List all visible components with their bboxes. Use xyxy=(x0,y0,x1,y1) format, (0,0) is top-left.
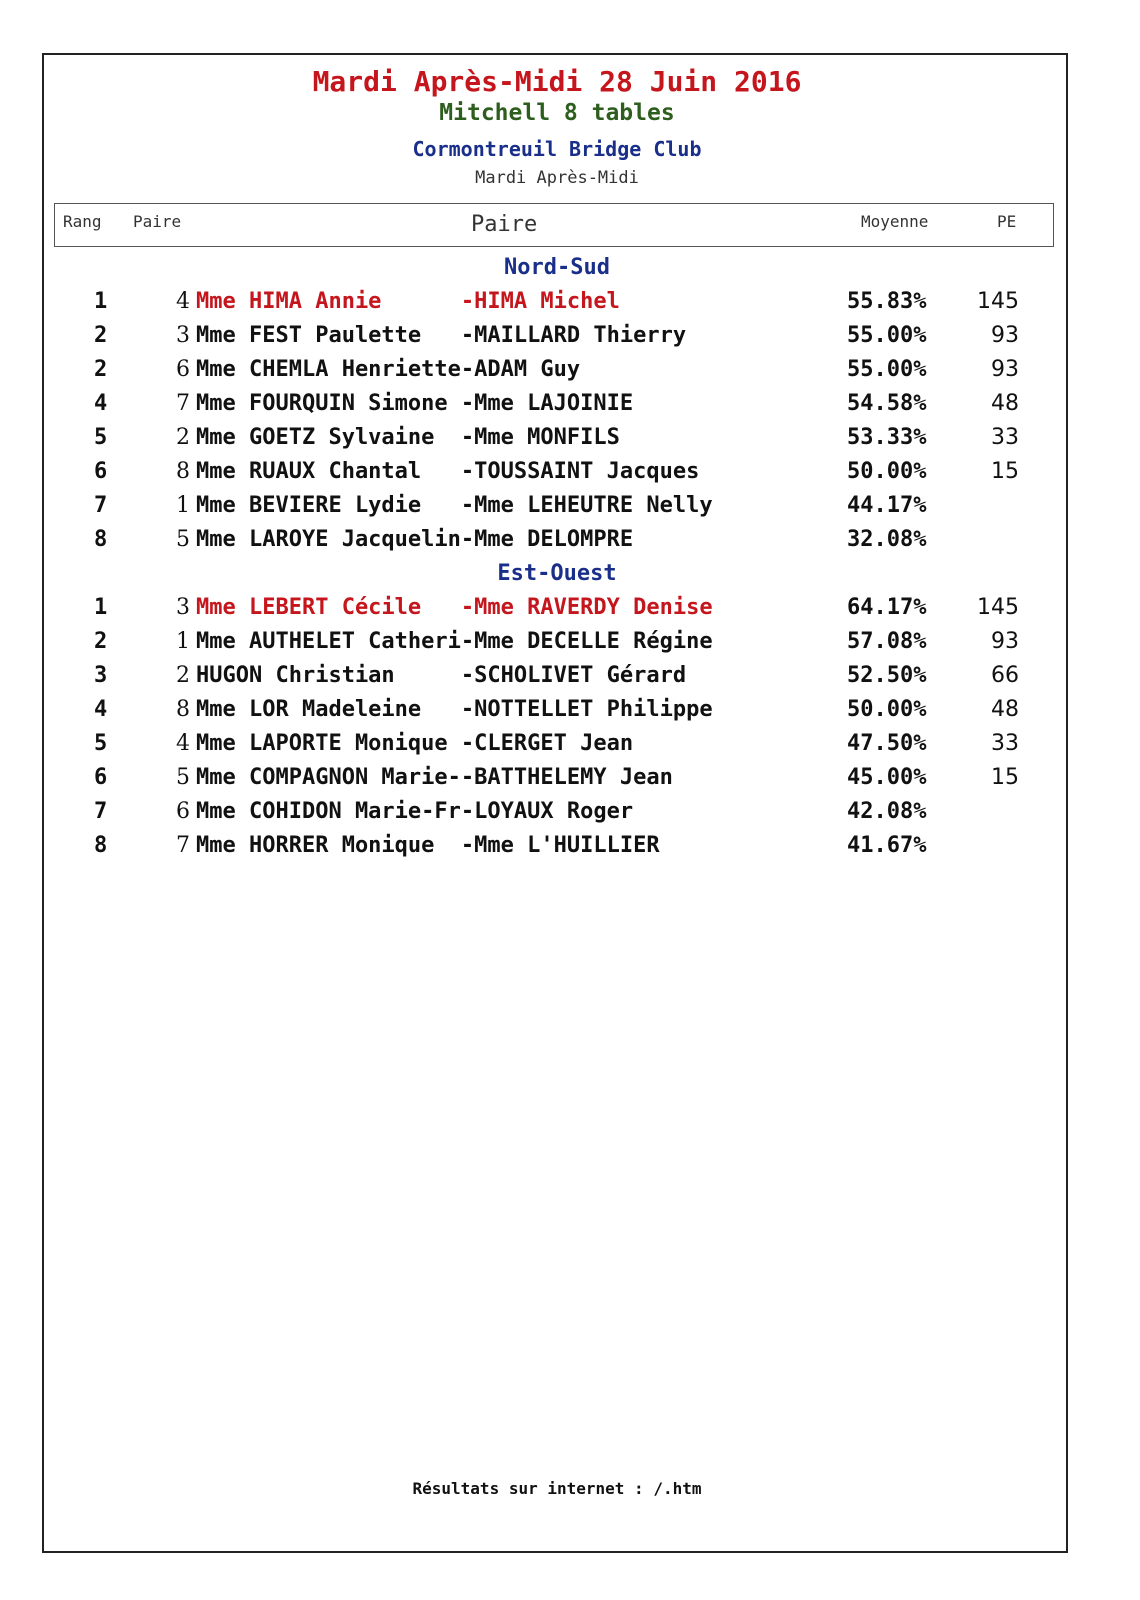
average-cell: 54.58% xyxy=(847,391,927,416)
header-pair-names: Paire xyxy=(471,212,538,237)
rank-cell: 6 xyxy=(94,765,108,790)
pair-number-cell: 1 xyxy=(176,629,190,654)
pe-cell: 145 xyxy=(977,289,1019,314)
table-row xyxy=(44,629,1070,663)
table-row xyxy=(44,595,1070,629)
pair-number-cell: 7 xyxy=(176,833,190,858)
pair-names-cell: Mme LOR Madeleine -NOTTELLET Philippe xyxy=(196,697,713,722)
average-cell: 45.00% xyxy=(847,765,927,790)
pair-number-cell: 5 xyxy=(176,765,190,790)
pair-names-cell: HUGON Christian -SCHOLIVET Gérard xyxy=(196,663,687,688)
pe-cell: 48 xyxy=(991,391,1019,416)
pe-cell: 33 xyxy=(991,731,1019,756)
average-cell: 50.00% xyxy=(847,697,927,722)
rank-cell: 1 xyxy=(94,289,108,314)
average-cell: 55.00% xyxy=(847,323,927,348)
pair-number-cell: 3 xyxy=(176,595,190,620)
column-header-bar xyxy=(54,203,1054,247)
header-rank: Rang xyxy=(63,212,102,231)
rank-cell: 4 xyxy=(94,391,108,416)
rank-cell: 8 xyxy=(94,833,108,858)
rank-cell: 1 xyxy=(94,595,108,620)
table-row xyxy=(44,697,1070,731)
pair-names-cell: Mme COHIDON Marie-Fr-LOYAUX Roger xyxy=(196,799,634,824)
pe-cell: 48 xyxy=(991,697,1019,722)
pair-names-cell: Mme FEST Paulette -MAILLARD Thierry xyxy=(196,323,687,348)
table-row xyxy=(44,799,1070,833)
pair-names-cell: Mme COMPAGNON Marie--BATTHELEMY Jean xyxy=(196,765,673,790)
tournament-format: Mitchell 8 tables xyxy=(439,100,675,126)
pair-names-cell: Mme BEVIERE Lydie -Mme LEHEUTRE Nelly xyxy=(196,493,713,518)
table-row xyxy=(44,527,1070,561)
pair-number-cell: 5 xyxy=(176,527,190,552)
pair-number-cell: 4 xyxy=(176,289,190,314)
rank-cell: 2 xyxy=(94,629,108,654)
rank-cell: 2 xyxy=(94,323,108,348)
results-sheet xyxy=(42,53,1068,1553)
average-cell: 32.08% xyxy=(847,527,927,552)
pe-cell: 15 xyxy=(991,765,1019,790)
table-row xyxy=(44,765,1070,799)
pair-number-cell: 6 xyxy=(176,799,190,824)
header-pair-number: Paire xyxy=(133,212,182,231)
club-name: Cormontreuil Bridge Club xyxy=(412,137,702,161)
pe-cell: 93 xyxy=(991,323,1019,348)
pair-names-cell: Mme LEBERT Cécile -Mme RAVERDY Denise xyxy=(196,595,713,620)
pe-cell: 93 xyxy=(991,629,1019,654)
pair-number-cell: 1 xyxy=(176,493,190,518)
session-name: Mardi Après-Midi xyxy=(475,168,639,188)
page-title: Mardi Après-Midi 28 Juin 2016 xyxy=(312,65,802,98)
average-cell: 47.50% xyxy=(847,731,927,756)
rank-cell: 8 xyxy=(94,527,108,552)
rank-cell: 7 xyxy=(94,799,108,824)
table-row xyxy=(44,493,1070,527)
section-title: Est-Ouest xyxy=(497,561,617,586)
pair-number-cell: 2 xyxy=(176,425,190,450)
rank-cell: 7 xyxy=(94,493,108,518)
pair-names-cell: Mme AUTHELET Catheri-Mme DECELLE Régine xyxy=(196,629,713,654)
pe-cell: 145 xyxy=(977,595,1019,620)
rank-cell: 5 xyxy=(94,425,108,450)
table-row xyxy=(44,425,1070,459)
pair-number-cell: 2 xyxy=(176,663,190,688)
pe-cell: 15 xyxy=(991,459,1019,484)
pe-cell: 33 xyxy=(991,425,1019,450)
rank-cell: 3 xyxy=(94,663,108,688)
table-row xyxy=(44,289,1070,323)
header-pe: PE xyxy=(997,212,1017,231)
table-row xyxy=(44,357,1070,391)
pair-names-cell: Mme HORRER Monique -Mme L'HUILLIER xyxy=(196,833,660,858)
footer-note: Résultats sur internet : /.htm xyxy=(412,1479,702,1498)
rank-cell: 2 xyxy=(94,357,108,382)
average-cell: 55.83% xyxy=(847,289,927,314)
pair-names-cell: Mme LAPORTE Monique -CLERGET Jean xyxy=(196,731,634,756)
rank-cell: 5 xyxy=(94,731,108,756)
rank-cell: 4 xyxy=(94,697,108,722)
pair-number-cell: 8 xyxy=(176,459,190,484)
pair-names-cell: Mme GOETZ Sylvaine -Mme MONFILS xyxy=(196,425,620,450)
table-row xyxy=(44,323,1070,357)
table-row xyxy=(44,391,1070,425)
table-row xyxy=(44,731,1070,765)
average-cell: 41.67% xyxy=(847,833,927,858)
average-cell: 42.08% xyxy=(847,799,927,824)
pair-names-cell: Mme LAROYE Jacquelin-Mme DELOMPRE xyxy=(196,527,634,552)
header-average: Moyenne xyxy=(861,212,929,231)
pair-names-cell: Mme RUAUX Chantal -TOUSSAINT Jacques xyxy=(196,459,700,484)
average-cell: 44.17% xyxy=(847,493,927,518)
table-row xyxy=(44,459,1070,493)
rank-cell: 6 xyxy=(94,459,108,484)
pair-names-cell: Mme CHEMLA Henriette-ADAM Guy xyxy=(196,357,581,382)
average-cell: 52.50% xyxy=(847,663,927,688)
average-cell: 64.17% xyxy=(847,595,927,620)
average-cell: 55.00% xyxy=(847,357,927,382)
pair-number-cell: 3 xyxy=(176,323,190,348)
pair-number-cell: 7 xyxy=(176,391,190,416)
pe-cell: 93 xyxy=(991,357,1019,382)
average-cell: 53.33% xyxy=(847,425,927,450)
pair-names-cell: Mme HIMA Annie -HIMA Michel xyxy=(196,289,620,314)
pair-number-cell: 8 xyxy=(176,697,190,722)
pair-number-cell: 4 xyxy=(176,731,190,756)
average-cell: 57.08% xyxy=(847,629,927,654)
section-title: Nord-Sud xyxy=(504,255,610,280)
table-row xyxy=(44,663,1070,697)
table-row xyxy=(44,833,1070,867)
pair-number-cell: 6 xyxy=(176,357,190,382)
pe-cell: 66 xyxy=(991,663,1019,688)
average-cell: 50.00% xyxy=(847,459,927,484)
pair-names-cell: Mme FOURQUIN Simone -Mme LAJOINIE xyxy=(196,391,634,416)
